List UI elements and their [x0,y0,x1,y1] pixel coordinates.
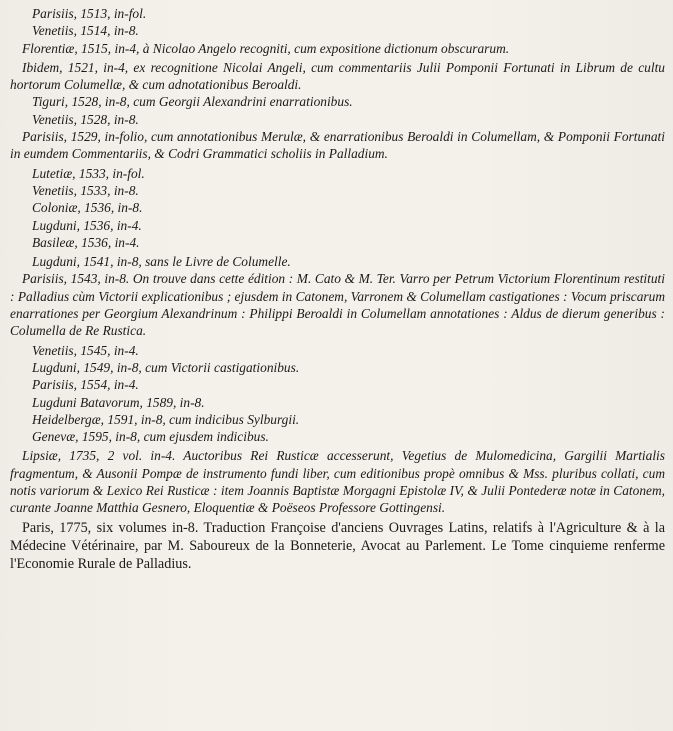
bibliography-entry: Parisiis, 1543, in-8. On trouve dans cette édition : M. Cato & M. Ter. Varro per Petrum Victorium Florentinum restituti : Palladius cùm Victorii explicationibus ; ejusdem in Catonem, Varronem & Columellam castigationes : Vocum priscarum enarrationes per Georgium Alexandrinum : Philippi Beroaldi in Columellam annotationes : Aldus de dierum generibus : Columella de Re Rustica. [10,271,665,339]
bibliography-entry: Venetiis, 1533, in-8. [32,182,139,198]
bibliography-entry: Lugduni, 1549, in-8, cum Victorii castigationibus. [32,359,300,375]
bibliography-entry: Lugduni, 1541, in-8, sans le Livre de Columelle. [32,254,291,270]
bibliography-entry: Parisiis, 1513, in-fol. [32,6,147,21]
bibliography-entry: Venetiis, 1514, in-8. [32,23,139,39]
bibliography-entry: Genevæ, 1595, in-8, cum ejusdem indicibus. [32,429,269,445]
bibliography-entry: Basileæ, 1536, in-4. [32,234,140,250]
bibliography-entry: Parisiis, 1529, in-folio, cum annotationibus Merulæ, & enarrationibus Beroaldi in Columellam, & Pomponii Fortunati in eumdem Commentariis, & Codri Grammatici scholiis in Palladium. [10,129,665,162]
bibliography-entry: Florentiæ, 1515, in-4, à Nicolao Angelo recogniti, cum expositione dictionum obscurarum. [22,40,510,56]
bibliography-entry: Tiguri, 1528, in-8, cum Georgii Alexandrini enarrationibus. [32,94,353,110]
bibliography-entry: Lugduni Batavorum, 1589, in-8. [32,394,205,410]
bibliography-entry: Heidelbergæ, 1591, in-8, cum indicibus Sylburgii. [32,411,300,427]
bibliography-entry: Venetiis, 1545, in-4. [32,342,139,358]
bibliography-entry: Lugduni, 1536, in-4. [32,217,142,233]
bibliography-entry: Venetiis, 1528, in-8. [32,111,139,127]
bibliography-entry: Lutetiæ, 1533, in-fol. [32,165,145,181]
bibliography-entry: Parisiis, 1554, in-4. [32,377,139,393]
bibliography-entry: Coloniæ, 1536, in-8. [32,200,143,216]
bibliography-entry: Paris, 1775, six volumes in-8. Traduction Françoise d'anciens Ouvrages Latins, relatifs à l'Agriculture & à la Médecine Vétérinaire, par M. Saboureux de la Bonneterie, Avocat au Parlement. Le Tome cinquieme renferme l'Economie Rurale de Palladius. [10,519,665,572]
bibliography-entry: Ibidem, 1521, in-4, ex recognitione Nicolai Angeli, cum commentariis Julii Pomponii Fortunati in Librum de cultu hortorum Columellæ, & cum adnotationibus Beroaldi. [10,59,665,93]
bibliography-entry: Lipsiæ, 1735, 2 vol. in-4. Auctoribus Rei Rusticæ accesserunt, Vegetius de Mulomedicina, Gargilii Martialis fragmentum, & Ausonii Pompæ de instrumento fundi liber, cum editionibus propè omnibus & Mss. pluribus collati, cum notis variorum & Lexico Rei Rusticæ : item Joannis Baptistæ Morgagni Epistolæ IV, & Julii Pontederæ notæ in Catonem, curante Joanne Matthia Gesnero, Eloquentiæ & Poëseos Professore Gottingensi. [10,448,665,516]
